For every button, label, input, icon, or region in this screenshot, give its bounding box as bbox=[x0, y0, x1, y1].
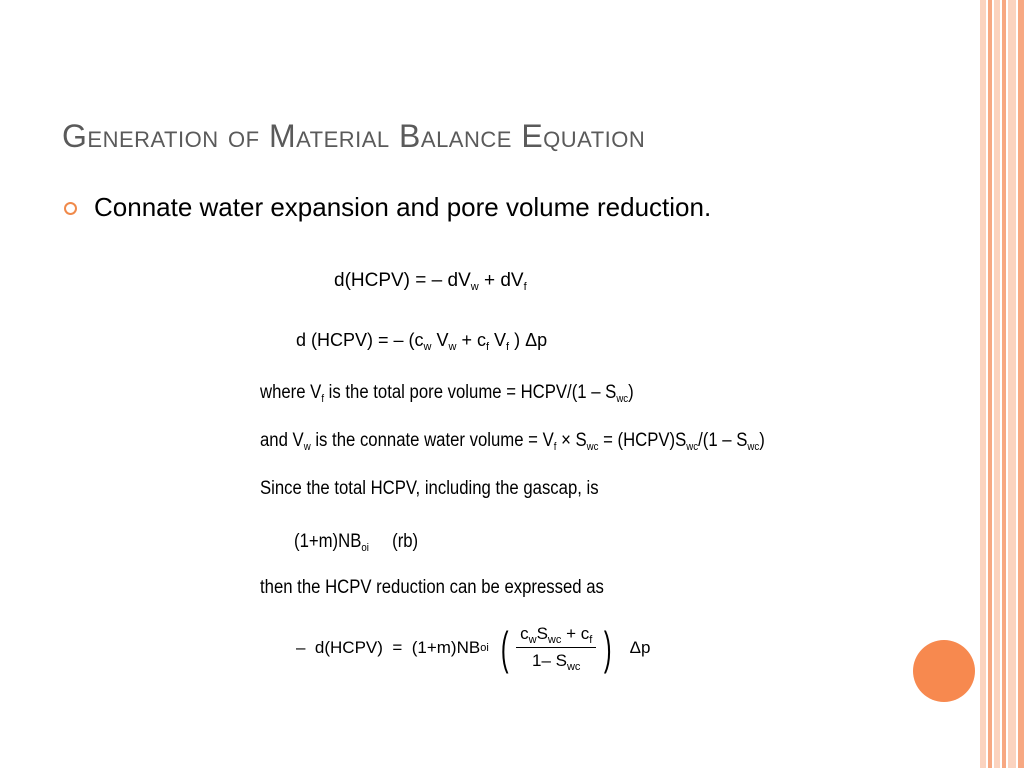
equation-1: d(HCPV) = – $dV_w + dV_f$ bbox=[334, 270, 527, 293]
final-equation: – d(HCPV) = (1+m)NB oi ( $\frac{c_wS_{wc} + c_f}{1- S_{wc}}$ ) Δp bbox=[296, 621, 651, 674]
connate-water-line: and $V_w$ is the connate water volume = $V_f \times S_{wc}$ = $(HCPV)S_{wc}/(1 - S_{wc})$ bbox=[260, 430, 765, 453]
equation-2: d (HCPV) = – ($c_w$ $V_w + c_f$ $V_f$ ) Δp bbox=[296, 330, 548, 353]
reduction-line: then the HCPV reduction can be expressed as bbox=[260, 577, 604, 598]
slide-title: Generation of Material Balance Equation bbox=[62, 118, 646, 154]
bullet-item bbox=[64, 192, 711, 223]
decorative-circle bbox=[913, 640, 975, 702]
bullet-ring-icon bbox=[64, 202, 77, 215]
bullet-text: Connate water expansion and pore volume reduction. bbox=[94, 192, 712, 222]
total-hcpv-expression: $(1+m)NB_{oi}$ (rb) bbox=[294, 531, 419, 554]
fraction: $\frac{c_wS_{wc} + c_f}{1- S_{wc}}$ bbox=[516, 624, 596, 671]
decorative-stripes bbox=[980, 0, 1024, 768]
pore-volume-line: where $V_f$ is the total pore volume = HCPV/(1 – $S_{wc}$) bbox=[260, 382, 634, 405]
gascap-line: Since the total HCPV, including the gascap, is bbox=[260, 478, 599, 499]
